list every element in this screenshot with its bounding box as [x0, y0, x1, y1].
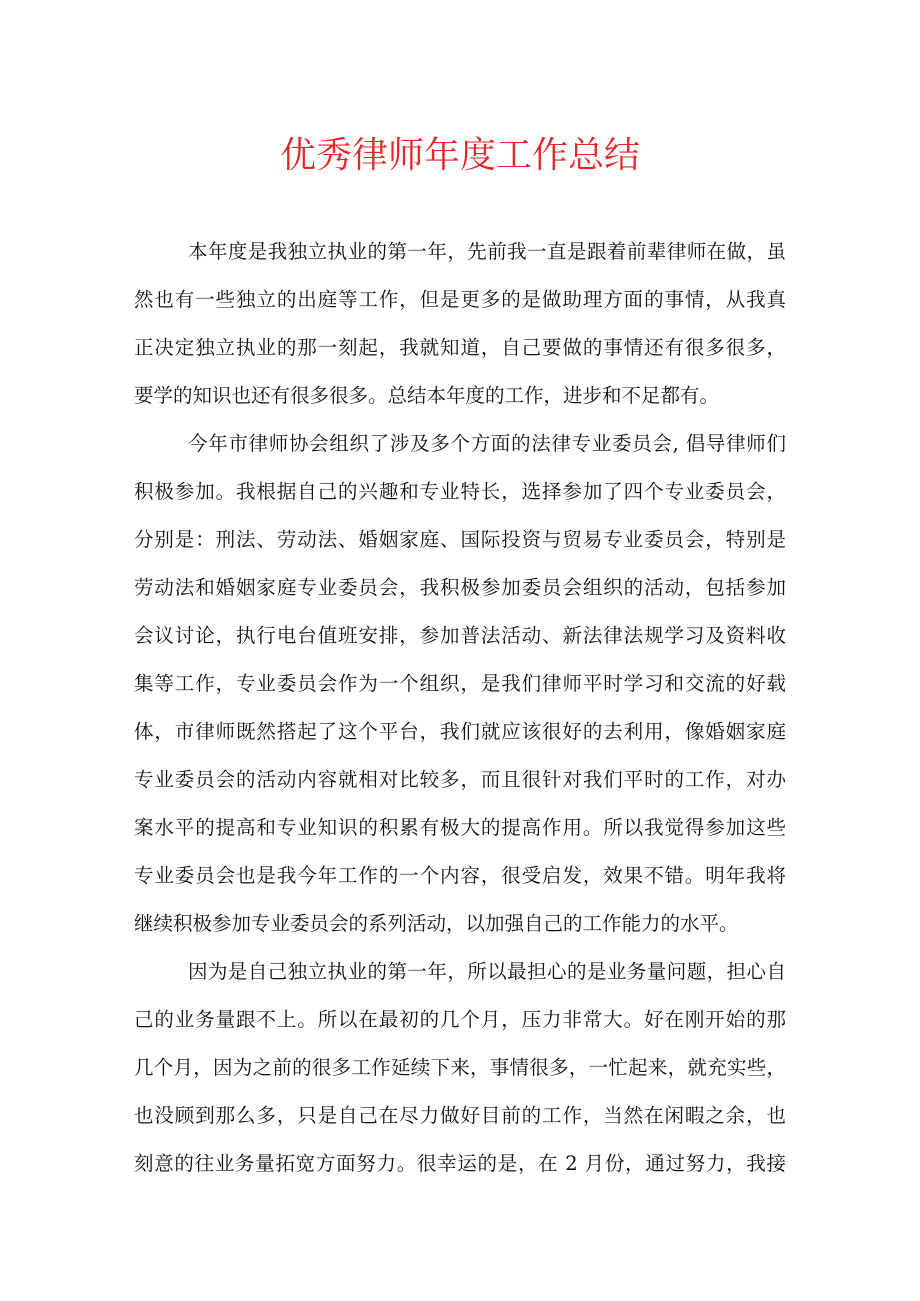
paragraph-line: 积极参加。我根据自己的兴趣和专业特长，选择参加了四个专业委员会，: [134, 480, 786, 503]
paragraph-line: 继续积极参加专业委员会的系列活动，以加强自己的工作能力的水平。: [134, 912, 739, 935]
paragraph-line: 要学的知识也还有很多很多。总结本年度的工作，进步和不足都有。: [134, 384, 720, 407]
paragraph-line: 分别是：刑法、劳动法、婚姻家庭、国际投资与贸易专业委员会，特别是: [134, 528, 786, 551]
document-title: 优秀律师年度工作总结: [279, 135, 640, 176]
paragraph-line: 专业委员会也是我今年工作的一个内容，很受启发，效果不错。明年我将: [134, 864, 786, 887]
paragraph-line: 体，市律师既然搭起了这个平台，我们就应该很好的去利用，像婚姻家庭: [134, 720, 786, 743]
paragraph-line: 也没顾到那么多，只是自己在尽力做好目前的工作，当然在闲暇之余，也: [134, 1104, 786, 1127]
paragraph-line: 专业委员会的活动内容就相对比较多，而且很针对我们平时的工作，对办: [134, 768, 786, 791]
paragraph-line: 本年度是我独立执业的第一年，先前我一直是跟着前辈律师在做，虽: [188, 240, 786, 263]
paragraph-line: 正决定独立执业的那一刻起，我就知道，自己要做的事情还有很多很多，: [134, 336, 786, 359]
paragraph-line: 集等工作，专业委员会作为一个组织，是我们律师平时学习和交流的好载: [134, 672, 786, 695]
paragraph-line: 己的业务量跟不上。所以在最初的几个月，压力非常大。好在刚开始的那: [134, 1008, 786, 1031]
paragraph-line: 今年市律师协会组织了涉及多个方面的法律专业委员会, 倡导律师们: [188, 432, 786, 455]
paragraph-line: 劳动法和婚姻家庭专业委员会，我积极参加委员会组织的活动，包括参加: [134, 576, 786, 599]
paragraph-line: 刻意的往业务量拓宽方面努力。很幸运的是，在 2 月份，通过努力，我接: [134, 1152, 786, 1175]
paragraph-line: 几个月，因为之前的很多工作延续下来，事情很多，一忙起来，就充实些，: [134, 1056, 786, 1079]
paragraph-line: 然也有一些独立的出庭等工作，但是更多的是做助理方面的事情，从我真: [134, 288, 786, 311]
paragraph-line: 案水平的提高和专业知识的积累有极大的提高作用。所以我觉得参加这些: [134, 816, 786, 839]
paragraph-line: 会议讨论，执行电台值班安排，参加普法活动、新法律法规学习及资料收: [134, 624, 786, 647]
paragraph-line: 因为是自己独立执业的第一年，所以最担心的是业务量问题，担心自: [188, 960, 786, 983]
